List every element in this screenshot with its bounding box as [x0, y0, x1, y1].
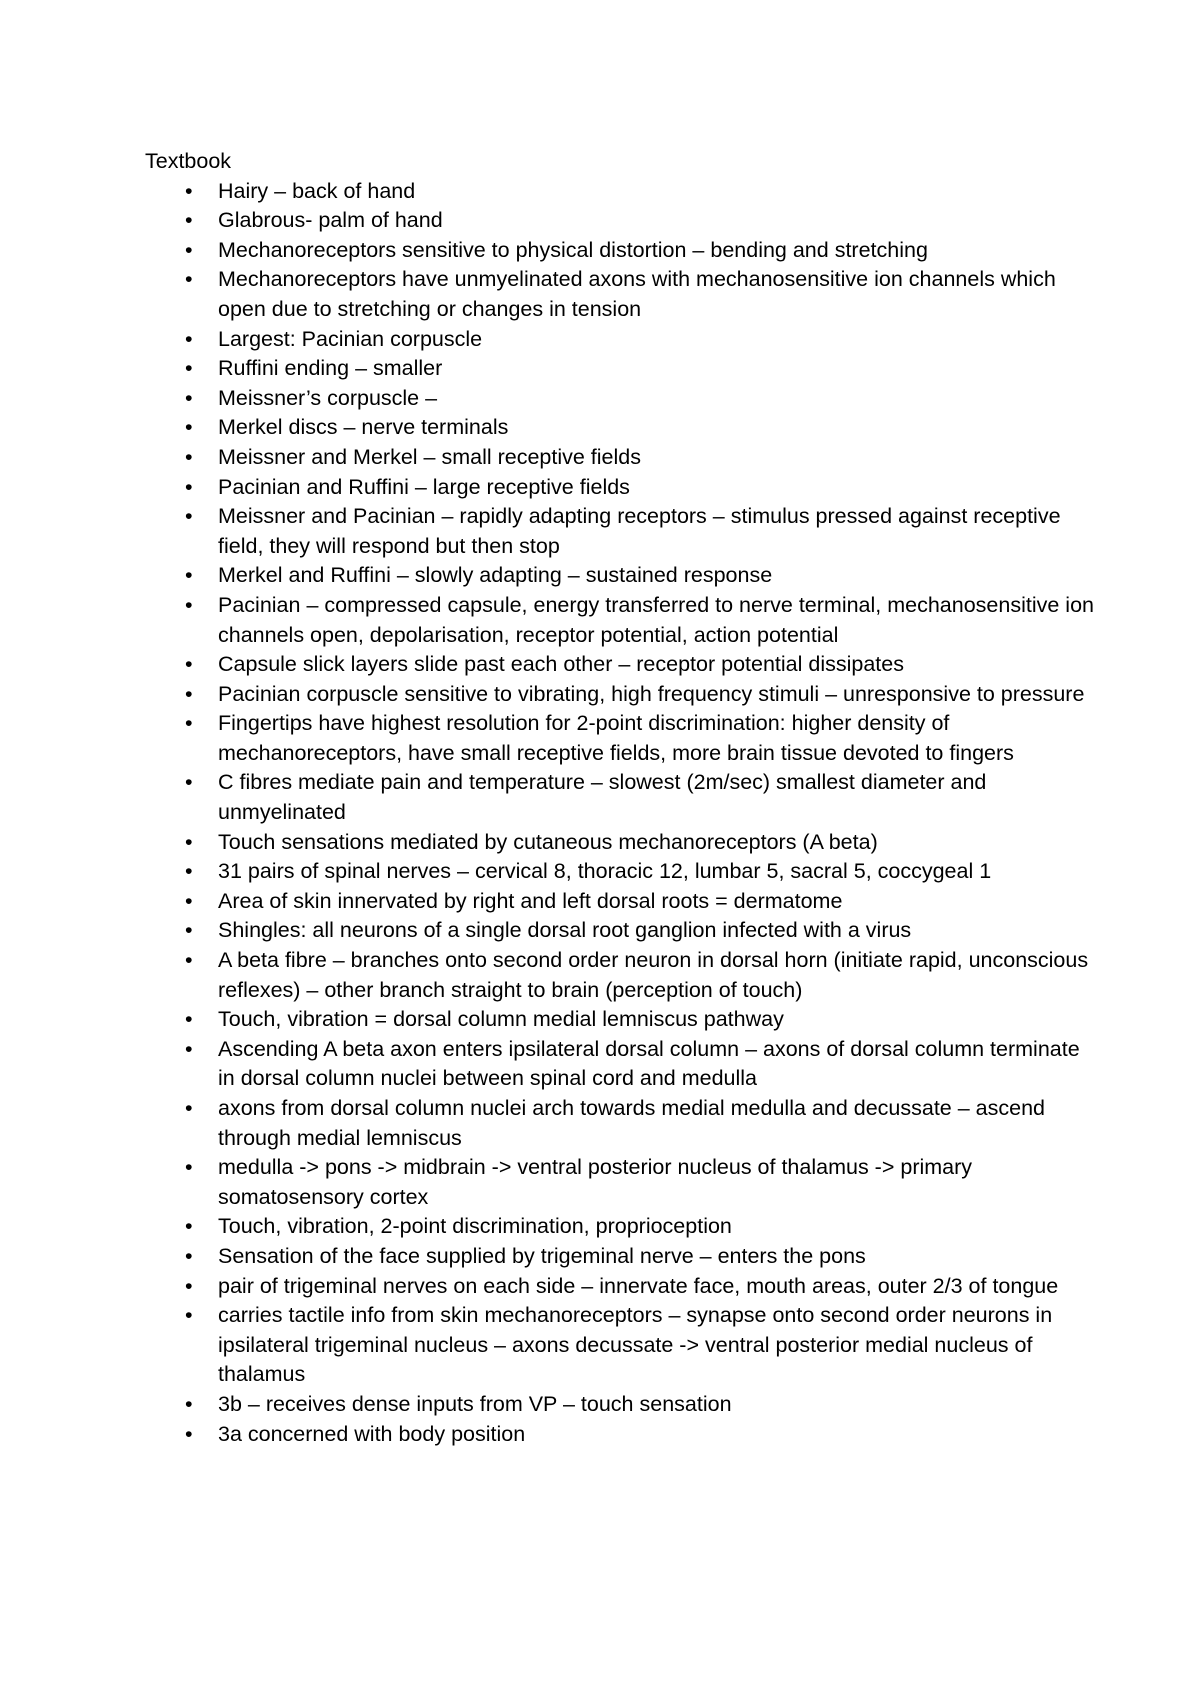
list-item [145, 709, 1095, 768]
bullet-icon: • [185, 1036, 193, 1061]
list-item [145, 1094, 1095, 1153]
bullet-icon: • [185, 711, 193, 736]
list-item-text: Touch sensations mediated by cutaneous mechanoreceptors (A beta) [218, 829, 878, 854]
bullet-icon: • [185, 326, 193, 351]
list-item [145, 828, 1095, 858]
bullet-icon: • [185, 681, 193, 706]
list-item [145, 206, 1095, 236]
list-item [145, 1272, 1095, 1302]
list-item-text: Sensation of the face supplied by trigeminal nerve – enters the pons [218, 1243, 866, 1268]
list-item-text: 3b – receives dense inputs from VP – touch sensation [218, 1391, 732, 1416]
bullet-icon: • [185, 415, 193, 440]
list-item [145, 650, 1095, 680]
bullet-icon: • [185, 1243, 193, 1268]
bullet-icon: • [185, 1421, 193, 1446]
list-item-text: Meissner and Pacinian – rapidly adapting receptors – stimulus pressed against receptive field, they will respond but then stop [218, 504, 1061, 558]
list-item [145, 1005, 1095, 1035]
bullet-icon: • [185, 592, 193, 617]
bullet-icon: • [185, 859, 193, 884]
list-item-text: Ascending A beta axon enters ipsilateral dorsal column – axons of dorsal column terminate in dorsal column nuclei between spinal cord and medulla [218, 1036, 1080, 1091]
bullet-icon: • [185, 356, 193, 381]
list-item-text: Largest: Pacinian corpuscle [218, 326, 483, 351]
list-item-text: Capsule slick layers slide past each other – receptor potential dissipates [218, 652, 904, 677]
list-item-text: Meissner and Merkel – small receptive fields [218, 444, 641, 469]
list-item-text: medulla -> pons -> midbrain -> ventral posterior nucleus of thalamus -> primary somatosensory cortex [218, 1155, 973, 1209]
list-item-text: Touch, vibration, 2-point discrimination, proprioception [218, 1214, 732, 1239]
bullet-icon: • [185, 918, 193, 943]
list-item [145, 325, 1095, 355]
bullet-icon: • [185, 770, 193, 795]
list-item-text: Area of skin innervated by right and left dorsal roots = dermatome [218, 888, 843, 913]
bullet-icon: • [185, 178, 193, 203]
list-item-text: Merkel discs – nerve terminals [218, 415, 509, 440]
bullet-icon: • [185, 208, 193, 233]
list-item-text: Shingles: all neurons of a single dorsal root ganglion infected with a virus [218, 918, 912, 943]
list-item-text: axons from dorsal column nuclei arch towards medial medulla and decussate – ascend through medial lemniscus [218, 1096, 1045, 1150]
list-item [145, 916, 1095, 946]
list-item [145, 413, 1095, 443]
bullet-icon: • [185, 888, 193, 913]
list-item [145, 561, 1095, 591]
list-item [145, 1301, 1095, 1390]
list-item-text: Mechanoreceptors have unmyelinated axons with mechanosensitive ion channels which open due to stretching or changes in tension [218, 267, 1056, 321]
bullet-icon: • [185, 474, 193, 499]
list-item-text: pair of trigeminal nerves on each side – innervate face, mouth areas, outer 2/3 of tongue [218, 1273, 1059, 1298]
list-item-text: Touch, vibration = dorsal column medial lemniscus pathway [218, 1007, 784, 1032]
list-item-text: Glabrous- palm of hand [218, 208, 443, 233]
bullet-icon: • [185, 385, 193, 410]
bullet-icon: • [185, 237, 193, 262]
list-item [145, 1390, 1095, 1420]
list-item [145, 502, 1095, 561]
list-item-text: Meissner’s corpuscle – [218, 385, 438, 410]
bullet-icon: • [185, 504, 193, 529]
list-item [145, 384, 1095, 414]
list-item-text: carries tactile info from skin mechanoreceptors – synapse onto second order neurons in ipsilateral trigeminal nucleus – axons decussate -> ventral posterior medial nucleus of thalamus [218, 1303, 1053, 1387]
list-item [145, 1420, 1095, 1450]
list-item-text: Pacinian corpuscle sensitive to vibrating, high frequency stimuli – unresponsive to pressure [218, 681, 1085, 706]
list-item [145, 946, 1095, 1005]
bullet-icon: • [185, 652, 193, 677]
list-item-text: Ruffini ending – smaller [218, 356, 443, 381]
list-item [145, 591, 1095, 650]
list-item [145, 1242, 1095, 1272]
list-item-text: 31 pairs of spinal nerves – cervical 8, thoracic 12, lumbar 5, sacral 5, coccygeal 1 [218, 859, 992, 884]
list-item [145, 1035, 1095, 1094]
list-item [145, 1153, 1095, 1212]
list-item-text: C fibres mediate pain and temperature – slowest (2m/sec) smallest diameter and unmyelinated [218, 770, 987, 825]
bullet-icon: • [185, 1214, 193, 1239]
list-item-text: Hairy – back of hand [218, 178, 416, 203]
list-item-text: Mechanoreceptors sensitive to physical distortion – bending and stretching [218, 237, 928, 262]
list-item-text: Pacinian and Ruffini – large receptive fields [218, 474, 630, 499]
bullet-icon: • [185, 1391, 193, 1416]
notes-list [145, 177, 1095, 1450]
list-item-text: Fingertips have highest resolution for 2-point discrimination: higher density of mechanoreceptors, have small receptive fields, more brain tissue devoted to fingers [218, 711, 1014, 765]
document-body [145, 147, 1095, 1449]
list-item [145, 473, 1095, 503]
list-item-text: Pacinian – compressed capsule, energy transferred to nerve terminal, mechanosensitive ion channels open, depolarisation, receptor potential, action potential [218, 592, 1094, 647]
list-item [145, 236, 1095, 266]
bullet-icon: • [185, 444, 193, 469]
list-item-text: 3a concerned with body position [218, 1421, 526, 1446]
bullet-icon: • [185, 948, 193, 973]
bullet-icon: • [185, 1303, 193, 1328]
list-item [145, 768, 1095, 827]
bullet-icon: • [185, 1273, 193, 1298]
list-item [145, 354, 1095, 384]
bullet-icon: • [185, 1007, 193, 1032]
list-item-text: Merkel and Ruffini – slowly adapting – sustained response [218, 563, 773, 588]
list-item [145, 1212, 1095, 1242]
list-item [145, 857, 1095, 887]
heading-textbook: Textbook [145, 149, 232, 173]
list-item-text: A beta fibre – branches onto second order neuron in dorsal horn (initiate rapid, unconscious reflexes) – other branch straight to brain (perception of touch) [218, 948, 1089, 1002]
bullet-icon: • [185, 829, 193, 854]
list-item [145, 680, 1095, 710]
list-item [145, 887, 1095, 917]
bullet-icon: • [185, 563, 193, 588]
list-item [145, 177, 1095, 207]
bullet-icon: • [185, 1155, 193, 1180]
bullet-icon: • [185, 1096, 193, 1120]
list-item [145, 443, 1095, 473]
list-item [145, 265, 1095, 324]
bullet-icon: • [185, 267, 193, 292]
